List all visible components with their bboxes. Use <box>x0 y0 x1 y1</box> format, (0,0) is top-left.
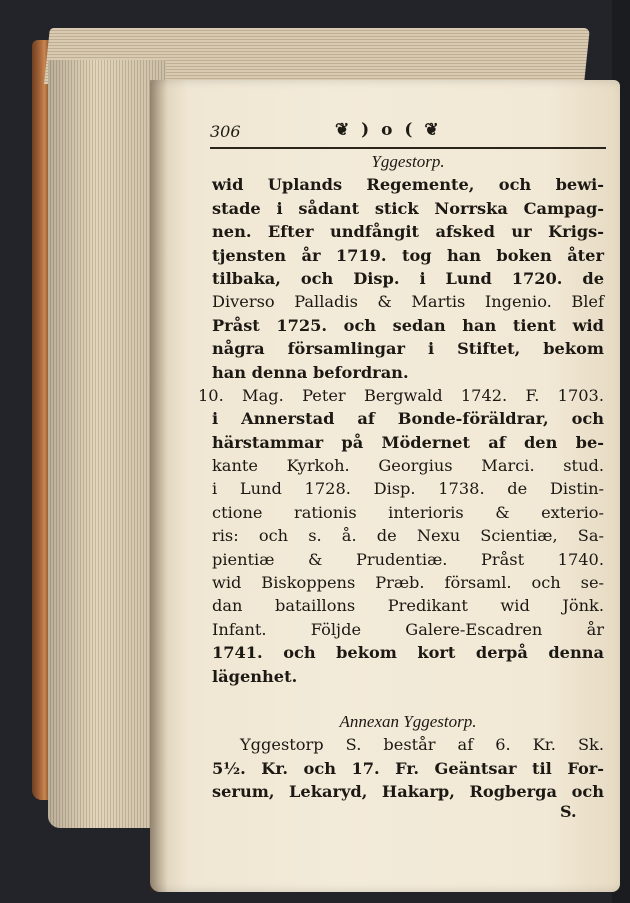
text-line: kante Kyrkoh. Georgius Marci. stud. <box>212 456 604 476</box>
page-stack-shading <box>48 60 166 828</box>
text-line: 1741. och bekom kort derpå denna <box>212 643 604 663</box>
section-title: Annexan Yggestorp. <box>339 711 477 731</box>
text-line: Pråst 1725. och sedan han tient wid <box>212 315 604 335</box>
text-line: i Lund 1728. Disp. 1738. de Distin- <box>212 479 604 499</box>
page-gutter-shadow <box>150 80 168 892</box>
text-line: wid Uplands Regemente, och bewi- <box>212 175 604 195</box>
page-number: 306 <box>210 122 241 141</box>
page-title: Yggestorp. <box>371 152 445 171</box>
text-line: ctione rationis interioris & exterio- <box>212 502 604 522</box>
text-line-entry-start: 10. Mag. Peter Bergwald 1742. F. 1703. <box>198 385 604 405</box>
text-line: dan bataillons Predikant wid Jönk. <box>212 596 604 616</box>
text-line: tjensten år 1719. tog han boken åter <box>212 245 604 265</box>
text-line: Diverso Palladis & Martis Ingenio. Blef <box>212 292 604 312</box>
head-ornament: ❦ ) o ( ❦ <box>335 120 442 140</box>
text-block <box>198 150 604 804</box>
text-line: nen. Efter undfångit afsked ur Krigs- <box>212 222 604 242</box>
text-line: 5½. Kr. och 17. Fr. Geäntsar til For- <box>212 758 604 778</box>
text-line: pientiæ & Prudentiæ. Pråst 1740. <box>212 549 604 569</box>
text-line: tilbaka, och Disp. i Lund 1720. de <box>212 268 604 288</box>
text-line: serum, Lekaryd, Hakarp, Rogberga och <box>212 782 604 802</box>
text-line: Yggestorp S. består af 6. Kr. Sk. <box>240 735 604 755</box>
catchword: S. <box>560 802 577 821</box>
text-line: Infant. Följde Galere-Escadren år <box>212 619 604 639</box>
running-head <box>210 120 606 144</box>
text-line: wid Biskoppens Præb. församl. och se- <box>212 573 604 593</box>
text-line: ris: och s. å. de Nexu Scientiæ, Sa- <box>212 526 604 546</box>
text-line: stade i sådant stick Norrska Campag- <box>212 198 604 218</box>
text-line: några församlingar i Stiftet, bekom <box>212 339 604 359</box>
text-line: i Annerstad af Bonde-föräldrar, och <box>212 409 604 429</box>
text-line: han denna befordran. <box>212 362 409 382</box>
text-line: härstammar på Mödernet af den be- <box>212 432 604 452</box>
text-line: lägenhet. <box>212 666 298 686</box>
head-rule <box>210 147 606 149</box>
